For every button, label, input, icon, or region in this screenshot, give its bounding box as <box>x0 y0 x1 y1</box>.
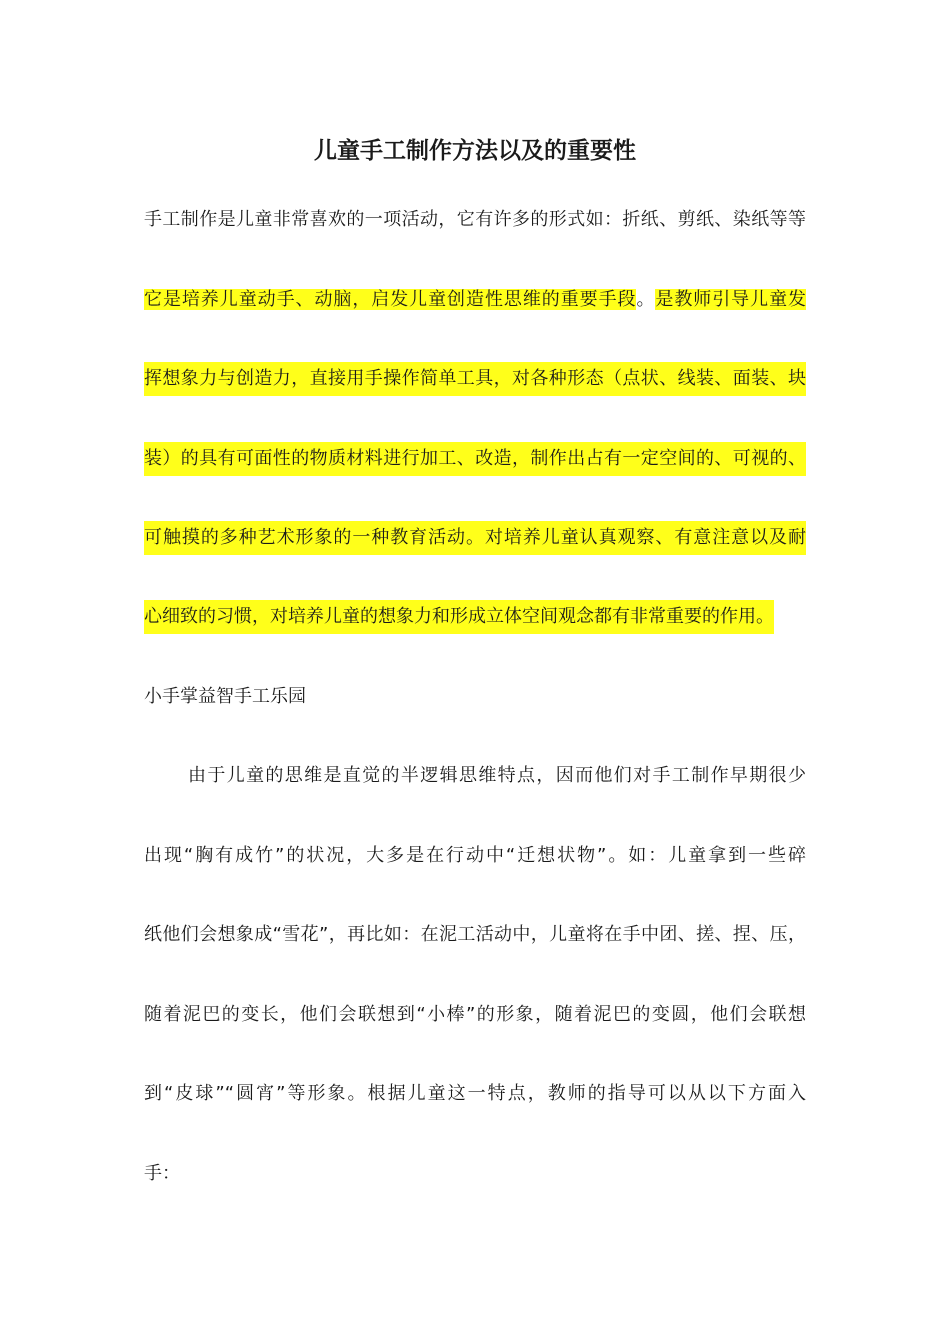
paragraph-1-line-3: 挥想象力与创造力，直接用手操作简单工具，对各种形态（点状、线装、面装、块 <box>144 362 806 396</box>
period-text: 。 <box>636 289 656 310</box>
document-title: 儿童手工制作方法以及的重要性 <box>314 138 636 164</box>
paragraph-1-line-2 <box>144 283 806 317</box>
paragraph-2-line-4: 随着泥巴的变长，他们会联想到“小棒”的形象，随着泥巴的变圆，他们会联想 <box>144 1004 806 1025</box>
section-subheading: 小手掌益智手工乐园 <box>144 686 306 707</box>
paragraph-2-line-6: 手： <box>144 1163 180 1184</box>
highlighted-text: 它是培养儿童动手、动脑，启发儿童创造性思维的重要手段 <box>144 289 637 310</box>
paragraph-1-line-5: 可触摸的多种艺术形象的一种教育活动。对培养儿童认真观察、有意注意以及耐 <box>144 521 806 555</box>
paragraph-2-line-1: 由于儿童的思维是直觉的半逻辑思维特点，因而他们对手工制作早期很少 <box>188 765 806 786</box>
paragraph-2-line-3: 纸他们会想象成“雪花”，再比如：在泥工活动中，儿童将在手中团、搓、捏、压， <box>144 924 806 945</box>
paragraph-2-line-2: 出现“胸有成竹”的状况，大多是在行动中“迁想状物”。如：儿童拿到一些碎 <box>144 845 806 866</box>
paragraph-1-line-6: 心细致的习惯，对培养儿童的想象力和形成立体空间观念都有非常重要的作用。 <box>144 600 774 634</box>
paragraph-1-line-1: 手工制作是儿童非常喜欢的一项活动，它有许多的形式如：折纸、剪纸、染纸等等 <box>144 209 806 230</box>
highlighted-text: 是教师引导儿童发 <box>655 289 806 310</box>
paragraph-2-line-5: 到“皮球”“圆宵”等形象。根据儿童这一特点，教师的指导可以从以下方面入 <box>144 1083 806 1104</box>
paragraph-1-line-4: 装）的具有可面性的物质材料进行加工、改造，制作出占有一定空间的、可视的、 <box>144 442 806 476</box>
